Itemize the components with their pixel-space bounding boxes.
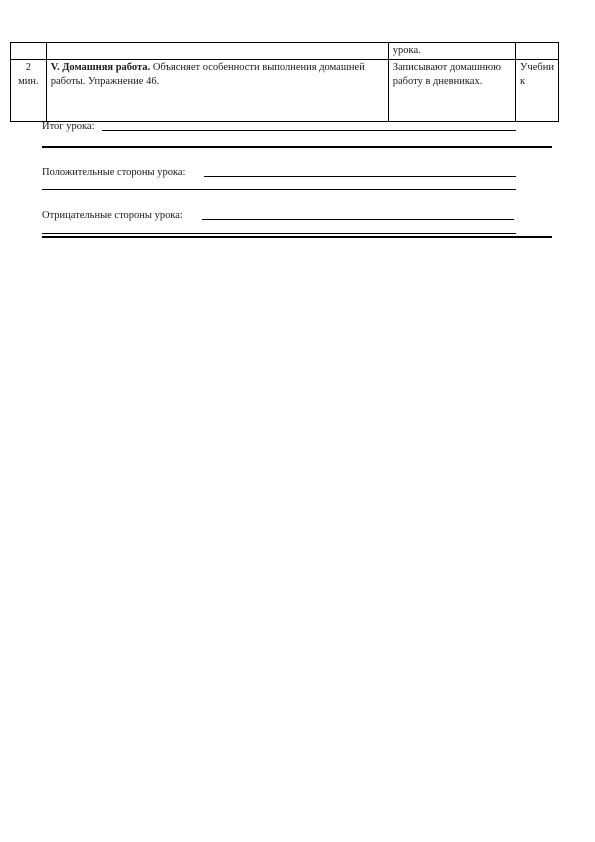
resource-line: к xyxy=(520,76,526,87)
teacher-activity-cell xyxy=(46,43,388,60)
summary-label: Итог урока: xyxy=(42,121,95,132)
student-activity-cell: урока. xyxy=(388,43,515,60)
negative-label: Отрицательные стороны урока: xyxy=(42,210,183,221)
positive-label: Положительные стороны урока: xyxy=(42,167,186,178)
summary-underline xyxy=(42,146,552,148)
resource-cell xyxy=(516,60,559,122)
time-cell xyxy=(11,43,47,60)
time-value: 2 xyxy=(25,62,31,73)
table-row xyxy=(11,60,559,122)
positive-fill-line xyxy=(204,176,516,177)
lesson-plan-table xyxy=(10,42,559,122)
negative-fill-line xyxy=(202,219,514,220)
stage-description: Объясняет особенности выполнения домашней работы. Упражнение 46. xyxy=(50,62,365,87)
teacher-activity-cell xyxy=(46,60,388,122)
resource-line: Учебни xyxy=(520,62,554,73)
resource-cell xyxy=(516,43,559,60)
table-row xyxy=(11,43,559,60)
stage-title: V. Домашняя работа. xyxy=(50,62,151,73)
time-cell xyxy=(11,60,47,122)
summary-fill-line xyxy=(102,130,516,131)
negative-underline xyxy=(42,233,516,234)
time-unit: мин. xyxy=(18,76,39,87)
page-bottom-rule xyxy=(42,236,552,238)
positive-underline xyxy=(42,189,516,190)
student-activity-cell: Записывают домашнюю работу в дневниках. xyxy=(388,60,515,122)
